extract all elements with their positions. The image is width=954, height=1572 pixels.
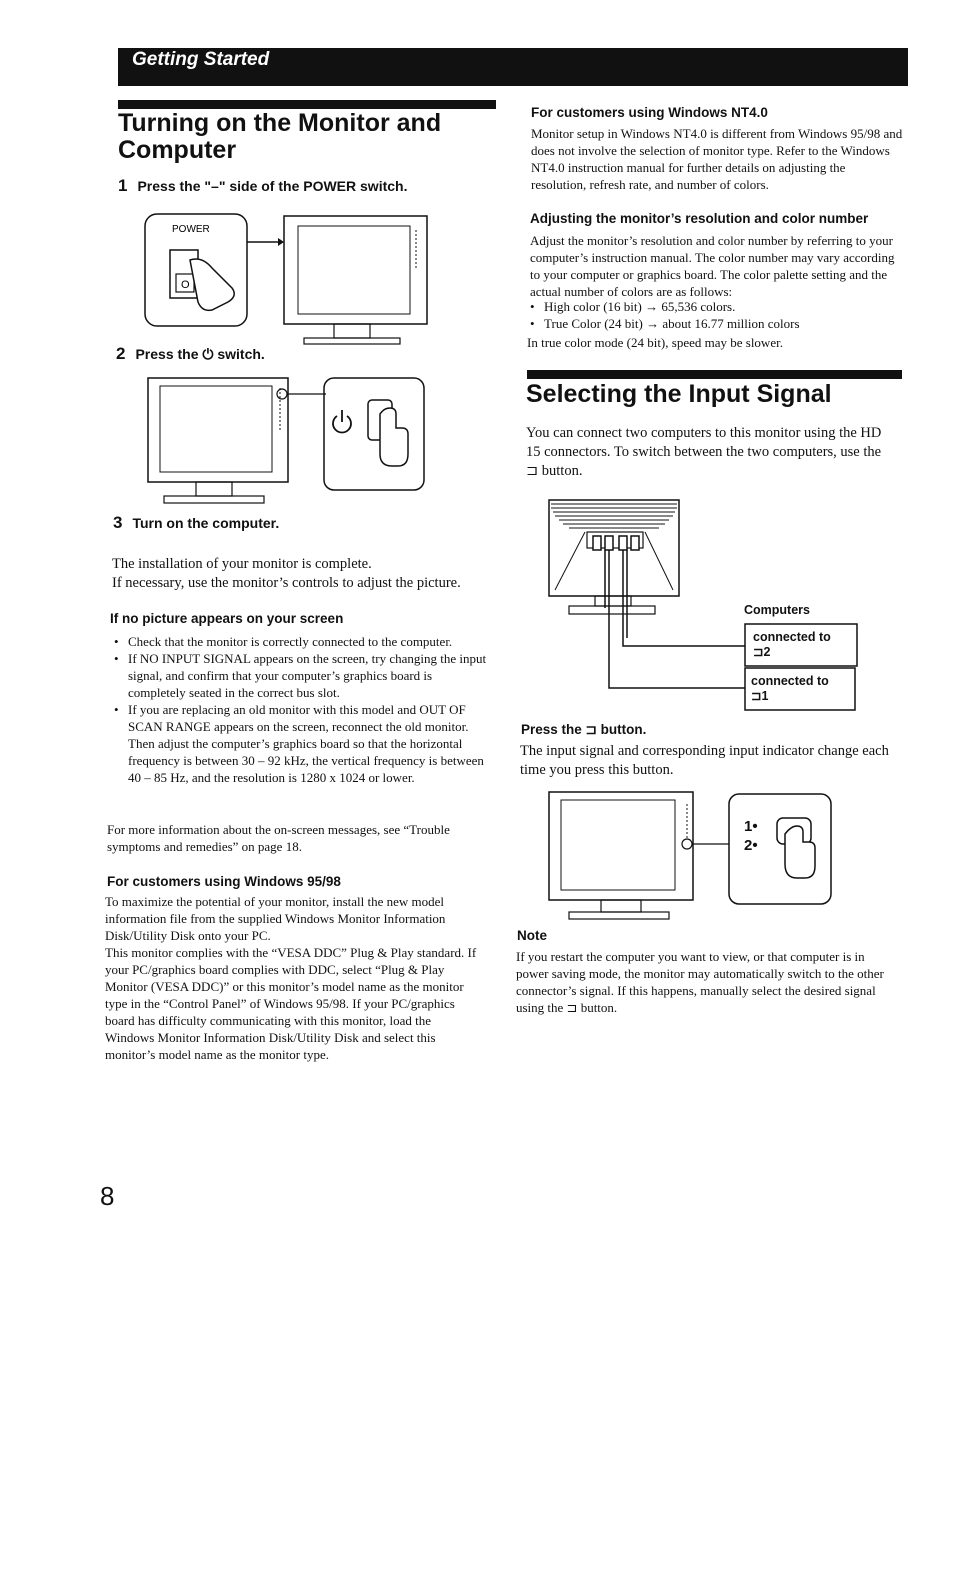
- input-button-figure: [545, 788, 835, 926]
- list-item: • High color (16 bit) → 65,536 colors.: [526, 298, 896, 315]
- no-picture-list: [110, 633, 488, 786]
- step-2: [116, 344, 265, 364]
- win95-para-1: To maximize the potential of your monitor, install the new model information file from the supplied Windows Monitor Information Disk/Utility Disk onto your PC.: [105, 894, 446, 943]
- computer-2-label: [753, 630, 831, 660]
- step-1-text: Press the "–" side of the POWER switch.: [137, 178, 408, 194]
- installation-complete: [112, 555, 492, 593]
- nt-heading: For customers using Windows NT4.0: [531, 105, 768, 120]
- resolution-body: Adjust the monitor’s resolution and color number by referring to your computer’s instruction manual. The color number may vary according to your computer or graphics board. The color palette setting and the actual number of colors are as follows:: [530, 233, 895, 299]
- step-1: [118, 176, 407, 196]
- page-number: 8: [100, 1181, 115, 1211]
- indicator-1: 1•: [744, 818, 758, 835]
- monitor-frame: [549, 792, 693, 900]
- select-title-text: Selecting the Input Signal: [526, 380, 832, 408]
- connected-to-label: connected to: [753, 630, 831, 644]
- complete-line-1: The installation of your monitor is complete.: [112, 556, 372, 572]
- step-3-number: 3: [113, 513, 123, 532]
- left-title-line2: Computer: [118, 136, 237, 164]
- switch-o-label: O: [181, 279, 190, 291]
- power-button-figure: [146, 374, 436, 510]
- left-title: [118, 110, 498, 164]
- input-1-label: ⊐1: [751, 689, 769, 703]
- win95-heading: For customers using Windows 95/98: [107, 874, 341, 889]
- computers-label: Computers: [744, 603, 810, 617]
- step-1-number: 1: [118, 176, 128, 195]
- step-2-number: 2: [116, 344, 126, 363]
- step-3: [113, 513, 279, 533]
- resolution-footer: In true color mode (24 bit), speed may be slower.: [527, 335, 783, 350]
- nt-body: Monitor setup in Windows NT4.0 is different from Windows 95/98 and does not involve the selection of monitor type. Refer to the Windows NT4.0 instruction manual for further details on adjusting the resolution, refresh rate, and number of colors.: [531, 126, 903, 192]
- more-info-text: For more information about the on-screen messages, see “Trouble symptoms and remedies” on page 18.: [107, 822, 450, 854]
- select-body: You can connect two computers to this monitor using the HD 15 connectors. To switch between the two computers, use the ⊐ button.: [526, 425, 882, 479]
- indicator-2: 2•: [744, 837, 758, 854]
- press-heading: Press the ⊐ button.: [521, 722, 647, 737]
- list-item: • True Color (24 bit) → about 16.77 million colors: [526, 315, 896, 332]
- input-indicators: [744, 817, 758, 855]
- select-title: [526, 381, 906, 408]
- list-item: • If you are replacing an old monitor with this model and OUT OF SCAN RANGE appears on the screen, reconnect the old monitor. Then adjust the computer’s graphics board so that the horizontal frequency is between 30 – 92 kHz, the vertical frequency is between 40 – 85 Hz, and the resolution is 1280 x 1024 or lower.: [110, 701, 488, 786]
- power-icon: [333, 410, 351, 432]
- win95-para-2: This monitor complies with the “VESA DDC” Plug & Play standard. If your PC/graphics board complies with DDC, select “Plug & Play Monitor (VESA DDC)” or this monitor’s model name as the monitor type in the “Control Panel” of Windows 95/98. If your PC/graphics board has difficulty communicating with this monitor, load the Windows Monitor Information Disk/Utility Disk and select this monitor’s model name as the monitor type.: [105, 945, 477, 1062]
- section-label: Getting Started: [132, 49, 270, 70]
- note-body: If you restart the computer you want to view, or that computer is in power saving mode, the monitor may automatically switch to the other connector’s signal. If this happens, manually select the desired signal using the ⊐ button.: [516, 949, 884, 1015]
- title-rule: [527, 370, 902, 379]
- complete-line-2: If necessary, use the monitor’s controls to adjust the picture.: [112, 575, 461, 591]
- finger-icon: [190, 259, 234, 310]
- list-item: • Check that the monitor is correctly connected to the computer.: [110, 633, 488, 650]
- resolution-list: [526, 298, 896, 332]
- left-title-line1: Turning on the Monitor and: [118, 109, 442, 137]
- title-rule: [118, 100, 496, 109]
- resolution-heading: Adjusting the monitor’s resolution and color number: [530, 211, 869, 226]
- connected-to-label: connected to: [751, 674, 829, 688]
- power-label: POWER: [172, 224, 210, 235]
- finger-icon: [380, 408, 408, 466]
- input-button-icon: [682, 839, 692, 849]
- press-body: The input signal and corresponding input indicator change each time you press this button.: [520, 743, 889, 778]
- input-2-label: ⊐2: [753, 645, 771, 659]
- button-panel: [324, 378, 424, 490]
- monitor-frame: [284, 216, 427, 324]
- list-item: • If NO INPUT SIGNAL appears on the screen, try changing the input signal, and confirm that your computer’s graphics board is completely seated in the correct bus slot.: [110, 650, 488, 701]
- no-picture-heading: If no picture appears on your screen: [110, 611, 344, 626]
- monitor-frame: [148, 378, 288, 482]
- computer-1-label: [751, 674, 829, 704]
- power-switch-figure: [140, 210, 440, 350]
- note-heading: Note: [517, 928, 547, 943]
- step-3-text: Turn on the computer.: [132, 515, 280, 531]
- win95-body: [105, 893, 483, 1063]
- step-2-text: Press the ⏻ switch.: [135, 346, 265, 362]
